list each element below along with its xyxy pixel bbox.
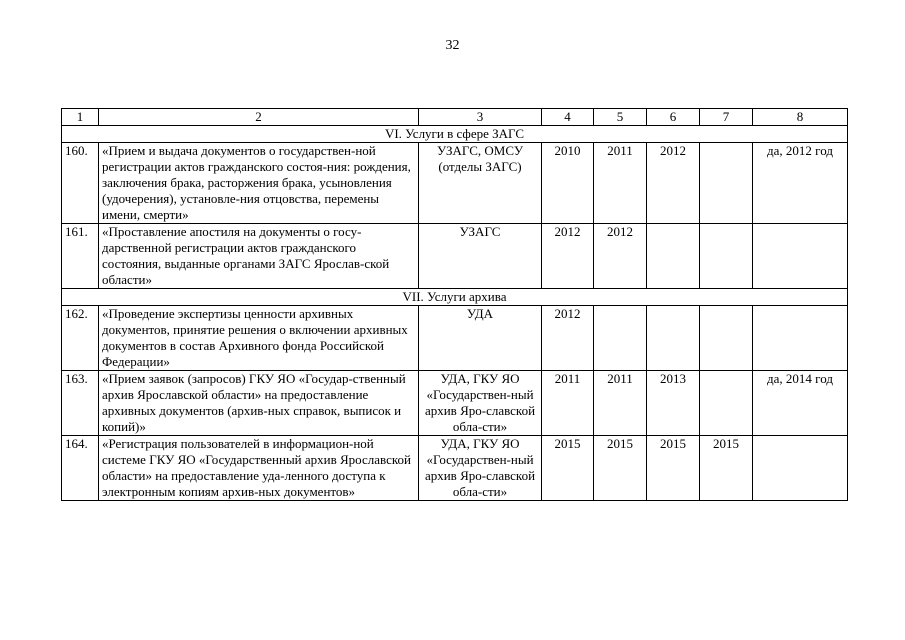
service-name: «Проставление апостиля на документы о госу-дарственной регистрации актов гражданского состояния, выданные органами ЗАГС Ярослав-ской области» [99, 224, 419, 289]
executor: УДА, ГКУ ЯО «Государствен-ный архив Яро-славской обла-сти» [419, 371, 542, 436]
year-col-7: 2015 [700, 436, 753, 501]
service-name: «Прием заявок (запросов) ГКУ ЯО «Государ-ственный архив Ярославской области» на предоставление архивных документов (архив-ных справок, выписок и копий)» [99, 371, 419, 436]
year-col-4: 2012 [542, 224, 594, 289]
table-row [62, 224, 848, 289]
year-col-6 [647, 224, 700, 289]
header-cell: 7 [700, 109, 753, 126]
row-number: 161. [62, 224, 99, 289]
year-col-4: 2015 [542, 436, 594, 501]
year-col-6: 2015 [647, 436, 700, 501]
year-col-7 [700, 224, 753, 289]
year-col-5: 2011 [594, 143, 647, 224]
executor: УЗАГС, ОМСУ (отделы ЗАГС) [419, 143, 542, 224]
header-row [62, 109, 848, 126]
executor: УДА [419, 306, 542, 371]
note-col-8 [753, 306, 848, 371]
year-col-5: 2015 [594, 436, 647, 501]
section-title: VI. Услуги в сфере ЗАГС [62, 126, 848, 143]
year-col-7 [700, 143, 753, 224]
note-col-8 [753, 436, 848, 501]
header-cell: 6 [647, 109, 700, 126]
header-cell: 8 [753, 109, 848, 126]
header-cell: 2 [99, 109, 419, 126]
table-row [62, 143, 848, 224]
services-table [61, 108, 848, 501]
row-number: 164. [62, 436, 99, 501]
header-cell: 4 [542, 109, 594, 126]
year-col-5: 2012 [594, 224, 647, 289]
year-col-4: 2012 [542, 306, 594, 371]
year-col-6: 2012 [647, 143, 700, 224]
note-col-8: да, 2014 год [753, 371, 848, 436]
service-name: «Регистрация пользователей в информацион-ной системе ГКУ ЯО «Государственный архив Ярославской области» на предоставление уда-ленного доступа к электронным копиям архив-ных документов» [99, 436, 419, 501]
table-row [62, 371, 848, 436]
year-col-6: 2013 [647, 371, 700, 436]
year-col-4: 2011 [542, 371, 594, 436]
header-cell: 5 [594, 109, 647, 126]
year-col-5 [594, 306, 647, 371]
year-col-5: 2011 [594, 371, 647, 436]
row-number: 163. [62, 371, 99, 436]
year-col-7 [700, 371, 753, 436]
section-row [62, 126, 848, 143]
row-number: 160. [62, 143, 99, 224]
header-cell: 1 [62, 109, 99, 126]
year-col-6 [647, 306, 700, 371]
table-row [62, 436, 848, 501]
page-number: 32 [445, 38, 460, 53]
section-title: VII. Услуги архива [62, 289, 848, 306]
year-col-7 [700, 306, 753, 371]
executor: УЗАГС [419, 224, 542, 289]
section-row [62, 289, 848, 306]
note-col-8 [753, 224, 848, 289]
year-col-4: 2010 [542, 143, 594, 224]
header-cell: 3 [419, 109, 542, 126]
row-number: 162. [62, 306, 99, 371]
table-row [62, 306, 848, 371]
service-name: «Проведение экспертизы ценности архивных документов, принятие решения о включении архивных документов в состав Архивного фонда Российской Федерации» [99, 306, 419, 371]
service-name: «Прием и выдача документов о государствен-ной регистрации актов гражданского состоя-ния: рождения, заключения брака, расторжения брака, усыновления (удочерения), установле-ния отцовства, перемены имени, смерти» [99, 143, 419, 224]
executor: УДА, ГКУ ЯО «Государствен-ный архив Яро-славской обла-сти» [419, 436, 542, 501]
note-col-8: да, 2012 год [753, 143, 848, 224]
